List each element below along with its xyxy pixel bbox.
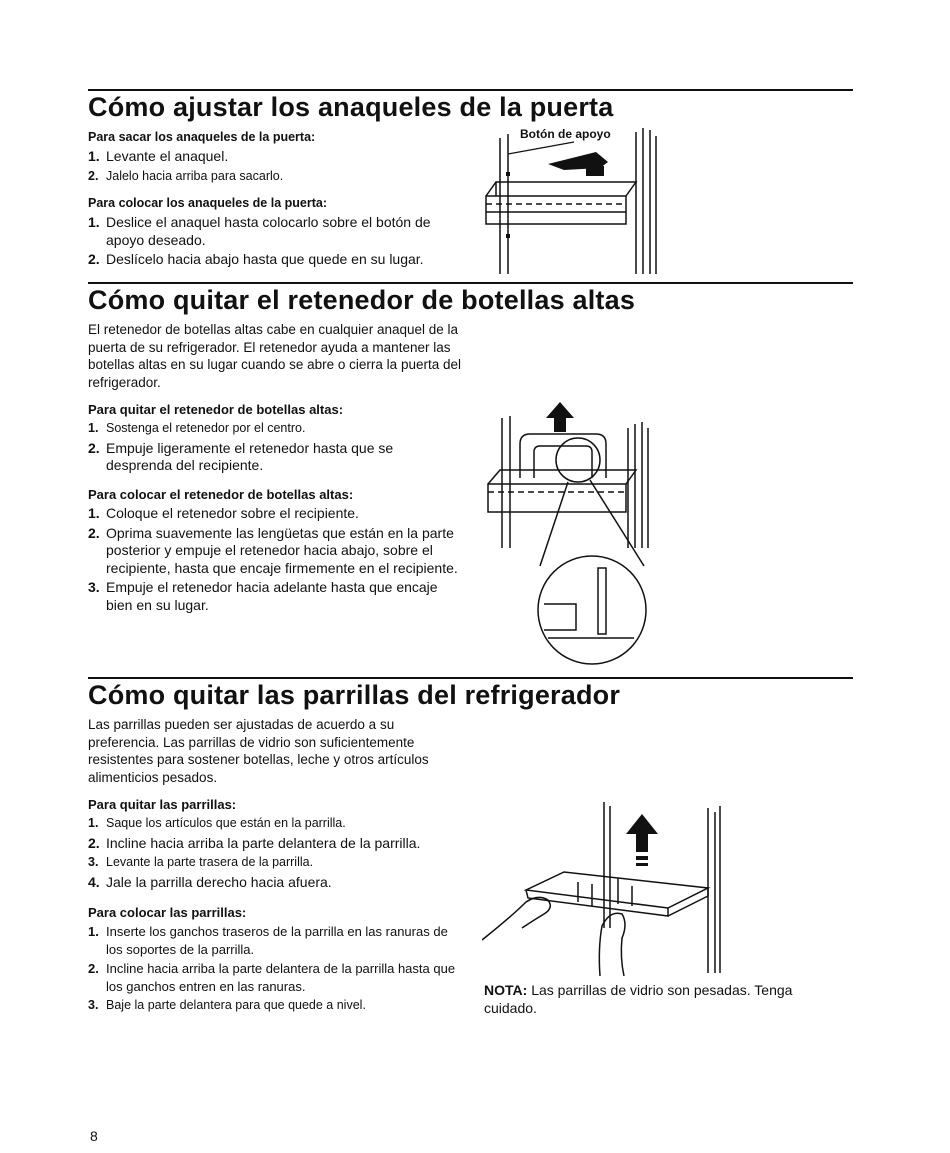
- subheading: Para quitar el retenedor de botellas altas:: [88, 402, 344, 417]
- list-item: 2. Incline hacia arriba la parte delantera de la parrilla.: [88, 834, 421, 851]
- list-item: 3. Baje la parte delantera para que quede a nivel.: [88, 998, 366, 1012]
- bottle-retainer-illustration: [478, 398, 668, 668]
- door-shelf-illustration: [478, 124, 668, 274]
- section-rule: [88, 677, 853, 679]
- step-list: [88, 148, 463, 187]
- step-list: [88, 420, 463, 477]
- list-item: 4. Jale la parrilla derecho hacia afuera.: [88, 873, 332, 890]
- list-item: 2. Deslícelo hacia abajo hasta que quede en su lugar.: [88, 251, 424, 267]
- intro-paragraph: Las parrillas pueden ser ajustadas de acuerdo a su preferencia. Las parrillas de vidrio son suficientemente resistentes para sostener botellas, leche y otros artículos alimenticios pesados.: [88, 717, 429, 785]
- page-number: 8: [90, 1128, 98, 1144]
- section-title: Cómo ajustar los anaqueles de la puerta: [88, 92, 614, 122]
- list-item: 1. Saque los artículos que están en la parrilla.: [88, 816, 346, 830]
- section-title: Cómo quitar las parrillas del refrigerador: [88, 680, 621, 710]
- step-list: [88, 923, 463, 1017]
- subheading: Para colocar el retenedor de botellas altas:: [88, 487, 354, 502]
- list-item: 2. Jalelo hacia arriba para sacarlo.: [88, 168, 284, 183]
- section-rule: [88, 282, 853, 284]
- section-rule: [88, 89, 853, 91]
- figure-label: Botón de apoyo: [520, 127, 611, 141]
- step-list: [88, 214, 463, 271]
- note: [484, 981, 844, 1017]
- list-item: 2. Empuje ligeramente el retenedor hasta que se desprenda del recipiente.: [88, 439, 394, 473]
- subheading: Para sacar los anaqueles de la puerta:: [88, 130, 316, 144]
- intro-paragraph: El retenedor de botellas altas cabe en cualquier anaquel de la puerta de su refrigerador. El retenedor ayuda a mantener las botellas altas en su lugar cuando se abre o cierra la puerta del refrigerador.: [88, 322, 461, 390]
- list-item: 1. Sostenga el retenedor por el centro.: [88, 421, 306, 435]
- note-label: NOTA:: [484, 982, 528, 998]
- step-list: [88, 505, 463, 616]
- list-item: 2. Incline hacia arriba la parte delantera de la parrilla hasta que los ganchos entren en las ranuras.: [88, 961, 456, 994]
- list-item: 1. Levante el anaquel.: [88, 148, 229, 164]
- list-item: 3. Levante la parte trasera de la parrilla.: [88, 855, 314, 869]
- section-title: Cómo quitar el retenedor de botellas altas: [88, 285, 636, 315]
- subheading: Para colocar los anaqueles de la puerta:: [88, 196, 327, 210]
- list-item: 3. Empuje el retenedor hacia adelante hasta que encaje bien en su lugar.: [88, 579, 438, 613]
- list-item: 1. Coloque el retenedor sobre el recipiente.: [88, 505, 359, 521]
- list-item: 1. Inserte los ganchos traseros de la parrilla en las ranuras de los soportes de la parrilla.: [88, 924, 448, 957]
- list-item: 1. Deslice el anaquel hasta colocarlo sobre el botón de apoyo deseado.: [88, 214, 431, 248]
- shelf-removal-illustration: [482, 798, 732, 978]
- subheading: Para quitar las parrillas:: [88, 797, 237, 812]
- list-item: 2. Oprima suavemente las lengüetas que están en la parte posterior y empuje el retenedor hacia abajo, sobre el recipiente, hasta que encaje firmemente en el recipiente.: [88, 524, 458, 576]
- note-text: Las parrillas de vidrio son pesadas. Tenga cuidado.: [484, 982, 793, 1016]
- step-list: [88, 815, 463, 893]
- subheading: Para colocar las parrillas:: [88, 905, 247, 920]
